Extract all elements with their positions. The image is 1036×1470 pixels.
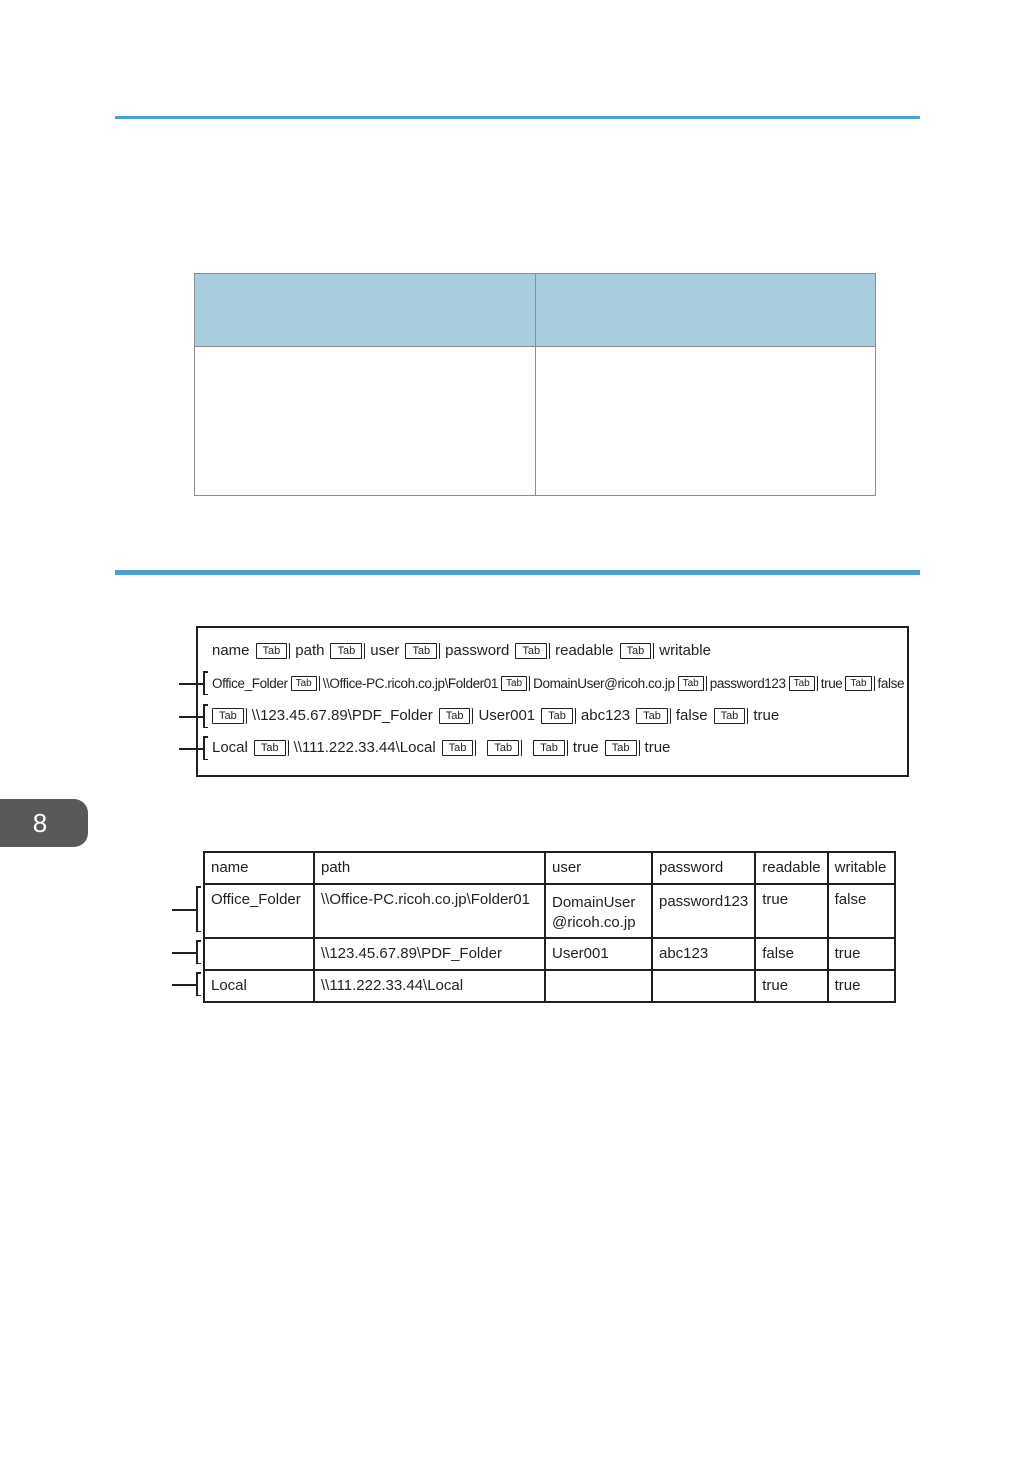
text-word: \\111.222.33.44\Local — [293, 739, 436, 757]
tab-key: Tab — [256, 643, 288, 659]
column-header: path — [314, 852, 545, 884]
text-word: Office_Folder — [212, 676, 288, 692]
table-cell — [652, 970, 755, 1002]
blank-table — [194, 273, 876, 496]
tab-key: Tab — [789, 676, 815, 691]
text-word: readable — [555, 642, 614, 660]
tab-key: Tab — [254, 740, 286, 756]
table-cell: Local — [204, 970, 314, 1002]
tab-key: Tab — [442, 740, 474, 756]
column-header: password — [652, 852, 755, 884]
text-word: name — [212, 642, 250, 660]
blank-table-divider — [535, 274, 536, 495]
table-cell: password123 — [652, 884, 755, 938]
table-cell: DomainUser @ricoh.co.jp — [545, 884, 652, 938]
text-record-line-3 — [212, 739, 670, 757]
tab-key: Tab — [439, 708, 471, 724]
text-file-figure — [196, 626, 909, 777]
text-word: writable — [659, 642, 711, 660]
tab-key: Tab — [541, 708, 573, 724]
table-header-row — [204, 852, 895, 884]
chapter-tab: 8 — [0, 799, 88, 847]
text-word: \\Office-PC.ricoh.co.jp\Folder01 — [322, 676, 498, 692]
text-record-line-1 — [212, 675, 904, 693]
table-cell: false — [828, 884, 895, 938]
table-cell: true — [755, 970, 827, 1002]
table-cell: User001 — [545, 938, 652, 970]
table-cell: false — [755, 938, 827, 970]
column-header: name — [204, 852, 314, 884]
table-cell: \\111.222.33.44\Local — [314, 970, 545, 1002]
table-cell: abc123 — [652, 938, 755, 970]
text-word: \\123.45.67.89\PDF_Folder — [251, 707, 433, 725]
text-word: password123 — [709, 676, 786, 692]
table-cell — [204, 938, 314, 970]
text-word: abc123 — [580, 707, 631, 725]
text-word: false — [877, 676, 905, 692]
tab-key: Tab — [714, 708, 746, 724]
table-cell — [545, 970, 652, 1002]
tab-key: Tab — [330, 643, 362, 659]
column-header: writable — [828, 852, 895, 884]
tab-key: Tab — [501, 676, 527, 691]
tab-key: Tab — [212, 708, 244, 724]
text-word: password — [445, 642, 510, 660]
table-cell: \\123.45.67.89\PDF_Folder — [314, 938, 545, 970]
record-bracket — [203, 736, 209, 760]
result-table — [203, 851, 896, 1003]
text-word: Local — [212, 739, 248, 757]
row-bracket — [196, 886, 202, 932]
tab-key: Tab — [678, 676, 704, 691]
text-word: true — [644, 739, 671, 757]
text-word: true — [820, 676, 843, 692]
tab-key: Tab — [487, 740, 519, 756]
table-cell: true — [828, 938, 895, 970]
section-rule — [115, 570, 920, 575]
table-cell: true — [755, 884, 827, 938]
text-word: path — [295, 642, 325, 660]
tab-key: Tab — [533, 740, 565, 756]
table-row — [204, 970, 895, 1002]
top-rule — [115, 116, 920, 119]
row-bracket — [196, 972, 202, 996]
tab-key: Tab — [636, 708, 668, 724]
tab-key: Tab — [845, 676, 871, 691]
table-row — [204, 938, 895, 970]
tab-key: Tab — [291, 676, 317, 691]
text-word: DomainUser@ricoh.co.jp — [533, 676, 675, 692]
column-header: user — [545, 852, 652, 884]
text-word: User001 — [478, 707, 536, 725]
text-word: true — [572, 739, 599, 757]
text-record-line-2 — [212, 707, 779, 725]
table-cell: \\Office-PC.ricoh.co.jp\Folder01 — [314, 884, 545, 938]
tab-key: Tab — [515, 643, 547, 659]
table-cell: Office_Folder — [204, 884, 314, 938]
row-bracket — [196, 940, 202, 964]
text-word: false — [675, 707, 708, 725]
text-header-line — [212, 642, 711, 660]
record-bracket — [203, 704, 209, 728]
text-word: user — [370, 642, 400, 660]
tab-key: Tab — [405, 643, 437, 659]
table-row — [204, 884, 895, 938]
tab-key: Tab — [620, 643, 652, 659]
text-word: true — [753, 707, 780, 725]
record-bracket — [203, 671, 209, 695]
column-header: readable — [755, 852, 827, 884]
tab-key: Tab — [605, 740, 637, 756]
table-cell: true — [828, 970, 895, 1002]
